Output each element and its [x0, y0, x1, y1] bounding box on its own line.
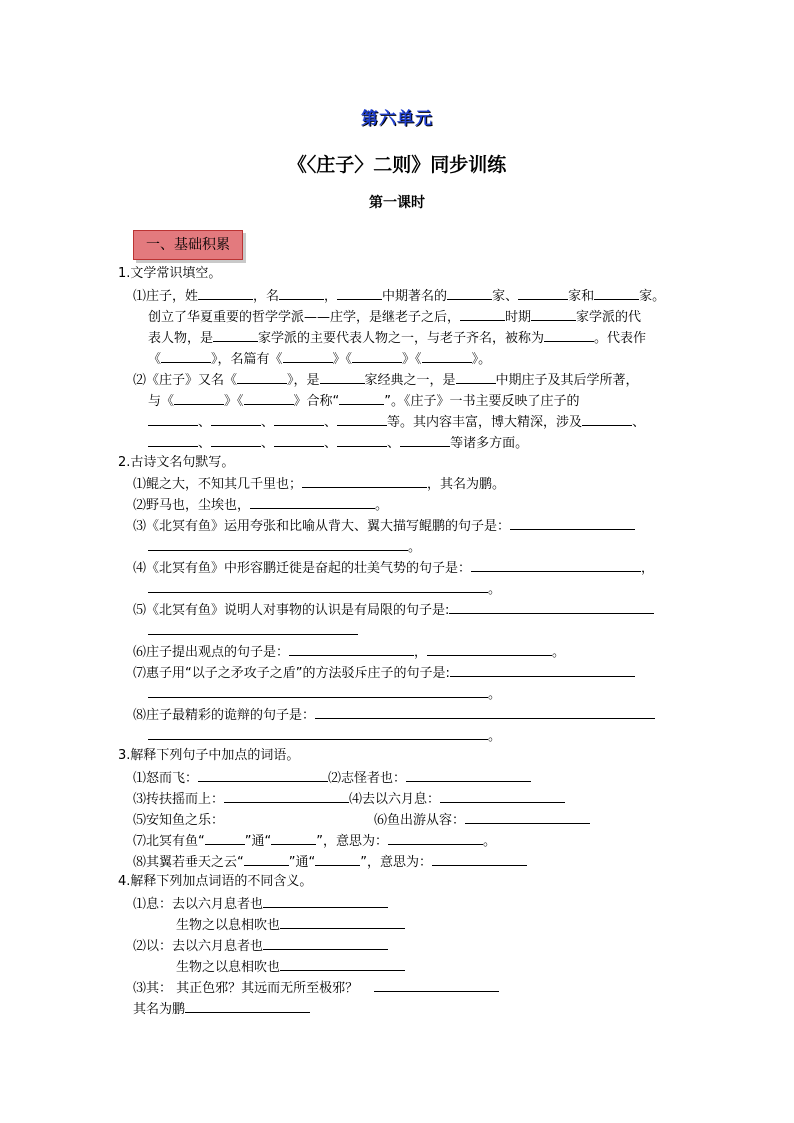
q1-line-5: ⑵《庄子》又名《 》，是 家经典之一，是 中期庄子及其后学所著， [133, 370, 639, 390]
blank[interactable] [337, 433, 387, 447]
answer-blank[interactable] [440, 789, 565, 803]
q2-item-8: ⑻庄子最精彩的诡辩的句子是： [133, 705, 655, 725]
blank[interactable] [198, 286, 253, 300]
q1-line-6: 与《 》《 》合称“ ”。《庄子》一书主要反映了庄子的 [148, 391, 580, 411]
q2-item-1: ⑴鲲之大，不知其几千里也； ，其名为鹏。 [133, 474, 505, 494]
answer-blank[interactable] [148, 537, 408, 551]
q1-title: 1.文学常识填空。 [118, 266, 222, 281]
answer-blank[interactable] [250, 495, 375, 509]
blank[interactable] [456, 370, 496, 384]
answer-blank[interactable] [148, 726, 488, 740]
q2-item-5: ⑸《北冥有鱼》说明人对事物的认识是有局限的句子是: [133, 600, 654, 620]
blank[interactable] [447, 286, 492, 300]
answer-blank[interactable] [280, 957, 405, 971]
blank[interactable] [531, 307, 576, 321]
blank[interactable] [582, 412, 632, 426]
answer-blank[interactable] [185, 999, 310, 1013]
q4-title: 4.解释下列加点词语的不同含义。 [118, 874, 313, 889]
answer-blank[interactable] [406, 768, 531, 782]
answer-blank[interactable] [198, 768, 328, 782]
blank[interactable] [279, 286, 324, 300]
answer-blank[interactable] [280, 915, 405, 929]
blank[interactable] [400, 433, 450, 447]
q3-row-1: ⑴怒而飞： ⑵志怪者也： [133, 768, 531, 788]
q3-row-4: ⑺北冥有鱼“ ”通“ ”，意思为： 。 [133, 831, 496, 851]
blank[interactable] [422, 349, 472, 363]
blank[interactable] [320, 370, 365, 384]
answer-blank[interactable] [224, 811, 374, 824]
worksheet-title: 《〈庄子〉二则》同步训练 [287, 154, 507, 176]
blank[interactable] [244, 391, 294, 405]
q2-title: 2.古诗文名句默写。 [118, 455, 235, 470]
answer-blank[interactable] [224, 789, 349, 803]
blank[interactable] [148, 433, 198, 447]
q1-line-7: 、 、 、 等。其内容丰富，博大精深，涉及 、 [148, 412, 645, 432]
answer-blank[interactable] [465, 810, 590, 824]
blank[interactable] [594, 286, 639, 300]
blank[interactable] [283, 349, 333, 363]
blank[interactable] [274, 412, 324, 426]
blank[interactable] [274, 433, 324, 447]
blank[interactable] [161, 349, 211, 363]
q4-item-3a: ⑶其： 其正色邪？其远而无所至极邪？ [133, 978, 499, 998]
answer-blank[interactable] [450, 663, 635, 677]
answer-blank[interactable] [289, 642, 414, 656]
q3-row-2: ⑶抟扶摇而上： ⑷去以六月息： [133, 789, 565, 809]
q2-item-3: ⑶《北冥有鱼》运用夸张和比喻从背大、翼大描写鲲鹏的句子是： [133, 516, 635, 536]
answer-blank[interactable] [302, 474, 427, 488]
q2-item-7-cont: 。 [148, 684, 501, 704]
unit-heading: 第六单元 [361, 109, 433, 129]
q2-item-6: ⑹庄子提出观点的句子是： ， 。 [133, 642, 565, 662]
blank[interactable] [148, 412, 198, 426]
q1-line-3: 表人物，是 家学派的主要代表人物之一，与老子齐名，被称为 。代表作 [148, 328, 646, 348]
q2-item-8-cont: 。 [148, 726, 501, 746]
blank[interactable] [211, 412, 261, 426]
lesson-label: 第一课时 [369, 195, 425, 211]
q3-row-5: ⑻其翼若垂天之云“ ”通“ ”，意思为： [133, 852, 527, 872]
blank[interactable] [352, 349, 402, 363]
q2-item-7: ⑺惠子用“以子之矛攻子之盾”的方法驳斥庄子的句子是: [133, 663, 635, 683]
blank[interactable] [544, 328, 594, 342]
q2-item-4: ⑷《北冥有鱼》中形容鹏迁徙是奋起的壮美气势的句子是： ， [133, 558, 654, 578]
answer-blank[interactable] [315, 852, 360, 866]
answer-blank[interactable] [510, 516, 635, 530]
answer-blank[interactable] [427, 642, 552, 656]
q2-item-5-cont [148, 621, 358, 641]
section-label-basics: 一、基础积累 [133, 230, 243, 260]
answer-blank[interactable] [148, 579, 488, 593]
answer-blank[interactable] [449, 600, 654, 614]
answer-blank[interactable] [263, 936, 388, 950]
answer-blank[interactable] [148, 621, 358, 635]
q4-item-1b: 生物之以息相吹也 [176, 915, 405, 935]
q2-item-2: ⑵野马也，尘埃也， 。 [133, 495, 388, 515]
answer-blank[interactable] [148, 684, 488, 698]
blank[interactable] [237, 370, 287, 384]
blank[interactable] [174, 391, 224, 405]
q1-line-1: ⑴庄子，姓 ，名 ， 中期著名的 家、 家和 家。 [133, 286, 665, 306]
q2-item-3-cont: 。 [148, 537, 421, 557]
q1-line-2: 创立了华夏重要的哲学学派——庄学，是继老子之后， 时期 家学派的代 [148, 307, 641, 327]
answer-blank[interactable] [432, 852, 527, 866]
q4-item-2b: 生物之以息相吹也 [176, 957, 405, 977]
answer-blank[interactable] [315, 705, 655, 719]
q3-title: 3.解释下列句子中加点的词语。 [118, 748, 300, 763]
answer-blank[interactable] [205, 831, 245, 845]
blank[interactable] [337, 286, 382, 300]
blank[interactable] [213, 328, 258, 342]
answer-blank[interactable] [263, 894, 388, 908]
blank[interactable] [460, 307, 505, 321]
blank[interactable] [211, 433, 261, 447]
q2-item-4-cont: 。 [148, 579, 501, 599]
blank[interactable] [337, 412, 387, 426]
q4-item-2a: ⑵以：去以六月息者也 [133, 936, 388, 956]
blank[interactable] [339, 391, 384, 405]
q3-row-3: ⑸安知鱼之乐： ⑹鱼出游从容： [133, 810, 590, 830]
blank[interactable] [518, 286, 568, 300]
answer-blank[interactable] [388, 831, 483, 845]
q4-item-1a: ⑴息：去以六月息者也 [133, 894, 388, 914]
q1-line-8: 、 、 、 、 等诸多方面。 [148, 433, 528, 453]
q4-item-3b: 其名为鹏 [133, 999, 310, 1019]
answer-blank[interactable] [374, 978, 499, 992]
answer-blank[interactable] [244, 852, 289, 866]
answer-blank[interactable] [271, 831, 316, 845]
q1-line-4: 《 》，名篇有《 》《 》《 》。 [148, 349, 491, 369]
answer-blank[interactable] [471, 558, 641, 572]
